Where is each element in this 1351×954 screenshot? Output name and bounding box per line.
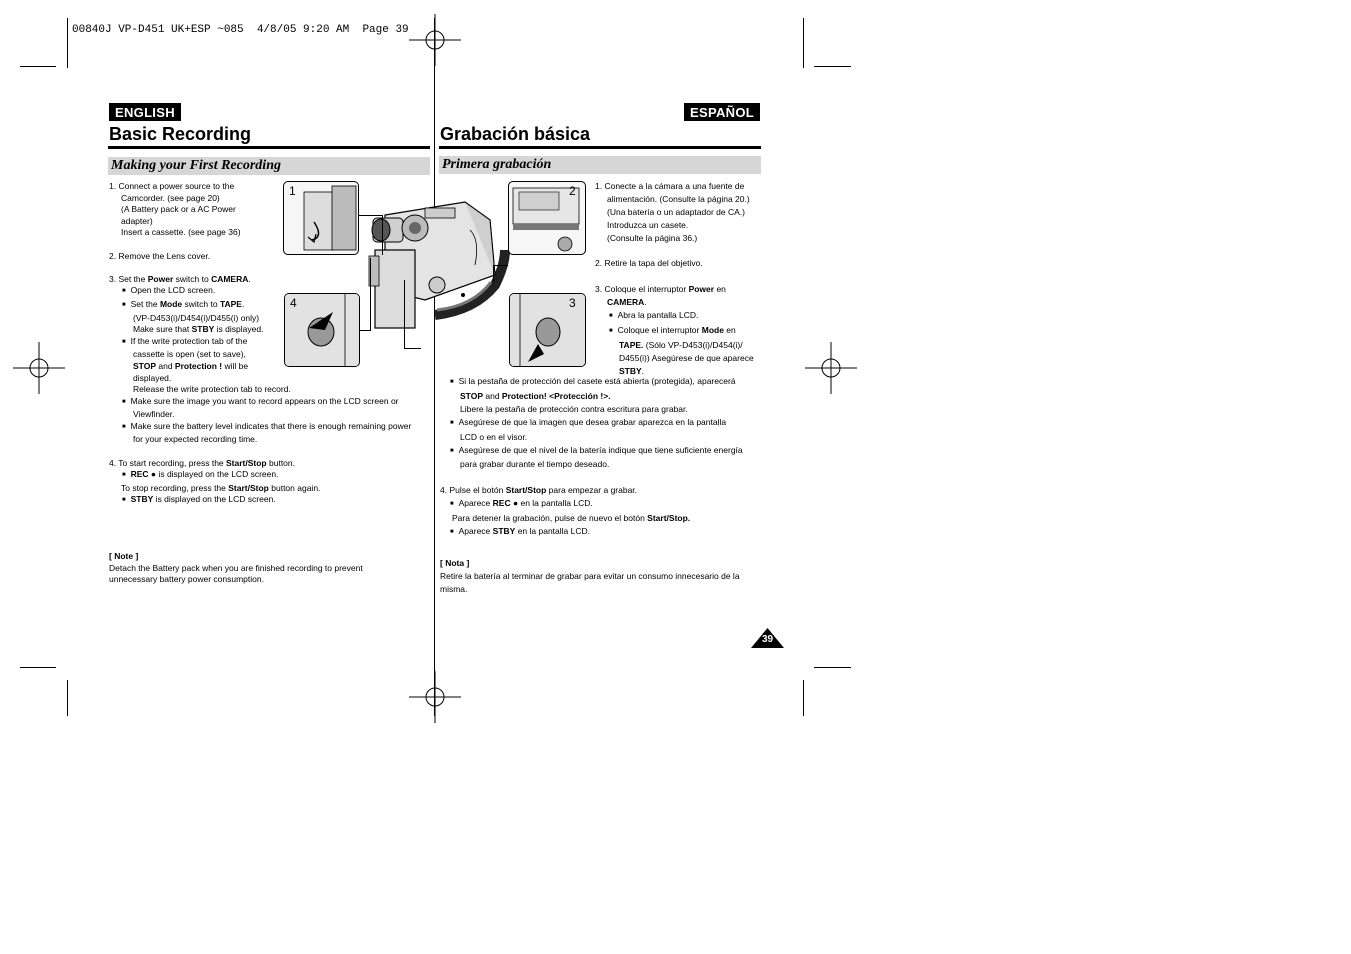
figure-1-label: 1 — [289, 184, 296, 198]
leader-line — [493, 265, 508, 266]
figure-2-label: 2 — [569, 184, 576, 198]
registration-mark-left — [13, 342, 65, 394]
text-line: Libere la pestaña de protección contra escritura para grabar. — [460, 403, 688, 414]
text-line: TAPE. (Sólo VP-D453(i)/D454(i)/ — [619, 339, 743, 350]
registration-mark-top — [409, 14, 461, 66]
text-line: for your expected recording time. — [133, 434, 258, 445]
step-4-line: 4. Pulse el botón Start/Stop para empezar a grabar. — [440, 485, 638, 496]
figure-3-label: 3 — [569, 296, 576, 310]
english-note — [109, 551, 363, 586]
text-line: (A Battery pack or a AC Power — [121, 204, 236, 215]
text-line: Release the write protection tab to record. — [133, 384, 291, 395]
crop-mark — [803, 18, 804, 68]
text-line: (Consulte la página 36.) — [607, 232, 698, 243]
registration-mark-bottom — [409, 671, 461, 723]
bullet-line: ■ Si la pestaña de protección del casete está abierta (protegida), aparecerá — [440, 375, 743, 390]
leader-line — [357, 215, 383, 216]
english-page-title: Basic Recording — [109, 124, 252, 144]
text-line: Make sure that STBY is displayed. — [133, 324, 264, 335]
text-line: LCD o en el visor. — [460, 431, 528, 442]
bullet-line: ■ Abra la pantalla LCD. — [595, 309, 754, 324]
spanish-steps-bottom — [440, 375, 743, 540]
text-line: D455(i)) Asegúrese de que aparece — [619, 352, 754, 363]
crop-mark — [20, 667, 56, 668]
text-line: To stop recording, press the Start/Stop button again. — [121, 482, 321, 493]
spanish-note — [440, 557, 740, 596]
bullet-line: ■ Aparece STBY en la pantalla LCD. — [440, 525, 743, 540]
text-line: displayed. — [133, 372, 172, 383]
registration-mark-right — [805, 342, 857, 394]
text-line: Camcorder. (see page 20) — [121, 192, 220, 203]
note-line: misma. — [440, 583, 468, 594]
crop-mark — [814, 667, 851, 668]
text-line: STOP and Protection! <Protección !>. — [460, 390, 611, 401]
page-number: 39 — [761, 634, 774, 645]
text-line: STOP and Protection ! will be — [133, 360, 249, 371]
leader-line — [404, 280, 405, 348]
spanish-title-rule — [439, 146, 761, 149]
step-2-line: 2. Remove the Lens cover. — [109, 250, 211, 261]
text-line: (VP-D453(i)/D454(i)/D455(i) only) — [133, 312, 260, 323]
bullet-line: ■ Asegúrese de que la imagen que desea grabar aparezca en la pantalla — [440, 416, 743, 431]
leader-line — [382, 215, 383, 255]
step-4-line: 4. To start recording, press the Start/Stop button. — [109, 457, 295, 468]
spanish-steps-top — [595, 180, 754, 378]
bullet-line: ■ Aparece REC ● en la pantalla LCD. — [440, 497, 743, 512]
bullet-line: ■ Set the Mode switch to TAPE. — [109, 299, 411, 313]
step-3-line: 3. Set the Power switch to CAMERA. — [109, 273, 251, 284]
crop-mark — [814, 66, 851, 67]
step-1-line: 1. Connect a power source to the — [109, 181, 235, 191]
spanish-section-heading: Primera grabación — [439, 156, 761, 174]
bullet-line: ■ STBY is displayed on the LCD screen. — [109, 494, 411, 508]
note-line: unnecessary battery power consumption. — [109, 574, 264, 585]
text-line: adapter) — [121, 215, 153, 226]
bullet-line: ■ REC ● is displayed on the LCD screen. — [109, 469, 411, 483]
text-line: CAMERA. — [607, 297, 647, 308]
text-line: Insert a cassette. (see page 36) — [121, 227, 241, 238]
text-line: Viewfinder. — [133, 409, 175, 420]
bullet-line: ■ If the write protection tab of the — [109, 336, 411, 350]
bullet-line: ■ Coloque el interruptor Mode en — [595, 324, 754, 339]
text-line: (Una batería o un adaptador de CA.) — [607, 206, 745, 217]
leader-line — [404, 348, 421, 349]
bullet-line: ■ Make sure the battery level indicates that there is enough remaining power — [109, 421, 411, 435]
text-line: para grabar durante el tiempo deseado. — [460, 459, 610, 470]
text-line: STBY. — [619, 365, 645, 376]
crop-mark — [20, 66, 56, 67]
bullet-line: ■ Open the LCD screen. — [109, 285, 411, 299]
step-3-line: 3. Coloque el interruptor Power en — [595, 284, 726, 295]
figure-4-label: 4 — [290, 296, 297, 310]
crop-mark — [67, 680, 68, 716]
english-section-heading: Making your First Recording — [108, 157, 430, 175]
leader-line — [493, 265, 494, 283]
text-line: Introduzca un casete. — [607, 219, 689, 230]
step-1-line: 1. Conecte a la cámara a una fuente de — [595, 181, 745, 191]
bullet-line: ■ Make sure the image you want to record appears on the LCD screen or — [109, 396, 411, 410]
english-title-rule — [108, 146, 430, 149]
crop-mark — [803, 680, 804, 716]
spanish-page-title: Grabación básica — [440, 124, 591, 144]
text-line: Para detener la grabación, pulse de nuevo el botón Start/Stop. — [452, 513, 691, 524]
step-2-line: 2. Retire la tapa del objetivo. — [595, 258, 703, 269]
crop-mark — [67, 18, 68, 68]
english-language-badge: ENGLISH — [109, 103, 181, 121]
note-title: [ Nota ] — [440, 558, 470, 568]
text-line: alimentación. (Consulte la página 20.) — [607, 193, 750, 204]
print-slug: 00840J VP-D451 UK+ESP ~085 4/8/05 9:20 AM Page 39 — [72, 24, 409, 36]
spanish-language-badge: ESPAÑOL — [684, 103, 760, 121]
note-title: [ Note ] — [109, 551, 139, 561]
note-line: Detach the Battery pack when you are finished recording to prevent — [109, 562, 363, 573]
note-line: Retire la batería al terminar de grabar para evitar un consumo innecesario de la — [440, 570, 740, 581]
leader-line — [370, 258, 371, 331]
text-line: cassette is open (set to save), — [133, 349, 246, 360]
bullet-line: ■ Asegúrese de que el nivel de la batería indique que tiene suficiente energía — [440, 444, 743, 459]
fold-line — [434, 18, 435, 716]
